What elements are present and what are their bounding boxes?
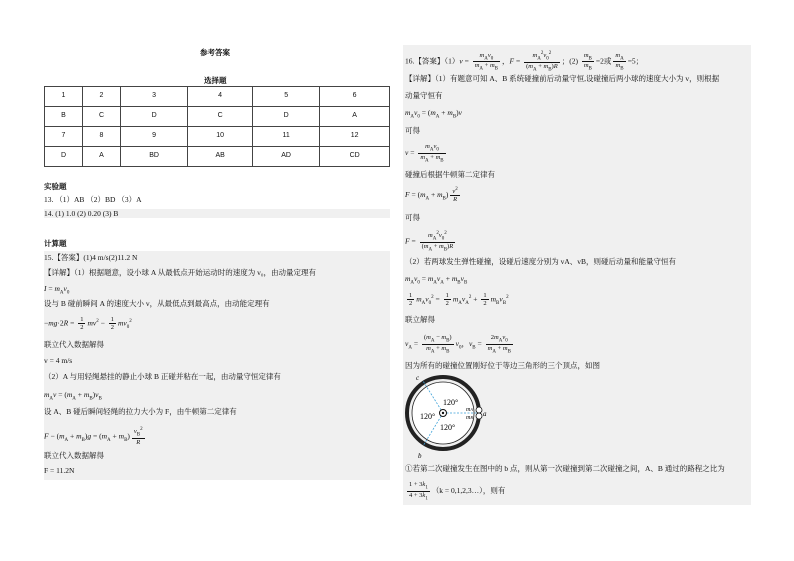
answer-table-row [45,87,390,107]
page-title: 参考答案 [200,48,230,57]
answer-table-cell: 4 [188,87,253,107]
choice-title: 选择题 [204,76,227,85]
q16-line1: 【详解】（1）有题意可知 A、B 系统碰撞前后动量守恒,设碰撞后两小球的速度大小为 v，则根据 [405,74,720,83]
answer-table-cell: C [82,107,120,127]
answer-table-cell: B [45,107,83,127]
answer-table-cell: C [188,107,253,127]
q15-eq2: −mg·2R = $\frac{1}{2}$ $mv^2$ − $\frac{1}{2}$ $mv_0^2$ [44,316,132,332]
q15-line4: （2）A 与用轻绳悬挂的静止小球 B 正碰并粘在一起，由动量守恒定律有 [44,372,281,381]
q16-line7: ①若第二次碰撞发生在图中的 b 点，则从第一次碰撞到第二次碰撞之间，A、B 通过的路程之比为 [405,464,725,473]
answer-table-cell: 8 [82,127,120,147]
fig-label-ma: mA [466,407,473,413]
q14: 14. (1) 1.0 (2) 0.20 (3) B [44,209,390,218]
q16-eq6: $\frac{1}{2}$ $m_Av_0^2$ = $\frac{1}{2}$ $m_Av_A^2$ + $\frac{1}{2}$ $m_Bv_B^2$ [409,292,509,308]
answer-table-cell: A [82,147,120,167]
answer-table-cell: 2 [82,87,120,107]
answer-table-cell: 11 [253,127,320,147]
q16-eq5: $m_Av_0 = m_Av_A + m_Bv_B$ [405,274,468,286]
answer-table-cell: BD [120,147,187,167]
q16-line6: 因为所有的碰撞位置刚好位于等边三角形的三个顶点，如图 [405,361,600,370]
q15-line3: 联立代入数据解得 [44,340,104,349]
answer-table-row [45,107,390,127]
q15-eq6: F = 11.2N [44,466,75,475]
q16-kede2: 可得 [405,213,420,222]
answer-table-cell: CD [320,147,390,167]
q15-eq1: $I = m_Av_0$ [44,284,70,296]
q16-eq2: v = $\frac{m_Av_0}{m_A + m_B}$ [405,143,444,164]
fig-label-mb: mB [466,415,473,421]
answer-table-row [45,127,390,147]
fig-label-b: b [418,452,422,459]
q15-line2: 设与 B 碰前瞬间 A 的速度大小 v，从最低点到最高点，由动能定理有 [44,299,270,308]
fig-label-a: a [483,410,487,418]
answer-table-cell: D [120,107,187,127]
answer-table-cell: D [45,147,83,167]
fig-label-c: c [416,374,420,382]
answer-table-cell: 7 [45,127,83,147]
answer-table-cell: 1 [45,87,83,107]
fig-angle-bottom: 120° [440,423,456,432]
q16-eq3: $F = (m_A + m_B)$ $\frac{v^2}{R}$ [405,187,458,204]
q16-line2: 动量守恒有 [405,91,443,100]
experiment-title: 实验题 [44,182,67,191]
answer-table-cell: 10 [188,127,253,147]
answer-table-row [45,147,390,167]
q15-eq5: $F - (m_A + m_B)g = (m_A + m_B)$ $\frac{v_B^2}{R}$ [44,427,143,446]
q16-eq7: $v_A$ = $\frac{(m_A - m_B)}{m_A + m_B}$ $v_0$，$v_B$ = $\frac{2m_Av_0}{m_A + m_B}$ [405,334,511,355]
answer-table-cell: 5 [253,87,320,107]
q15-line5: 设 A、B 碰后瞬间轻绳的拉力大小为 F，由牛顿第二定律有 [44,407,237,416]
q15-eq3: v = 4 m/s [44,356,73,365]
q16-line8: （k = 0,1,2,3…），则有 [431,486,506,496]
answer-table-cell: 12 [320,127,390,147]
q16-line4: （2）若两球发生弹性碰撞，设碰后速度分别为 vA、vB，则碰后动量和能量守恒有 [405,257,677,266]
q13: 13. （1）AB （2）BD （3）A [44,195,142,204]
q16-eq8: $\frac{1 + 3k_1}{4 + 3k_1}$ （k = 0,1,2,3…），则有 [409,481,506,502]
answer-table-cell: AB [188,147,253,167]
q16-eq4: F = $\frac{m_A^2v_0^2}{(m_A + m_B)R}$ [405,231,454,253]
answer-table [44,86,390,167]
fig-angle-left: 120° [420,412,436,421]
answer-table-cell: 9 [120,127,187,147]
q16-head: 16.【答案】（1） [405,56,460,66]
answer-table-cell: AD [253,147,320,167]
q16-kede: 可得 [405,126,420,135]
answer-table-cell: D [253,107,320,127]
fig-angle-top: 120° [443,398,459,407]
q15-answer: 15.【答案】(1)4 m/s(2)11.2 N [44,253,138,262]
answer-table-cell: 6 [320,87,390,107]
answer-table-cell: 3 [120,87,187,107]
q16-line3: 碰撞后根据牛顿第二定律有 [405,170,495,179]
q16-eq1: $m_Av_0 = (m_A + m_B)v$ [405,108,463,120]
calc-title: 计算题 [44,239,67,248]
answer-table-cell: A [320,107,390,127]
q15-line1: 【详解】（1）根据题意，设小球 A 从最低点开始运动时的速度为 v₀，由动量定理有 [44,268,316,277]
q16-line5: 联立解得 [405,315,435,324]
q16-answer: 16.【答案】（1）v = $\frac{m_Av_0}{m_A + m_B}$ ，F = $\frac{m_A^2v_0^2}{(m_A + m_B)R}$ ；(2) $\frac{m_B}{m_B}$ =2或 $\frac{m_A}{m_B}$ =5； [405,51,644,73]
collision-ring-figure [403,371,493,459]
q15-line6: 联立代入数据解得 [44,451,104,460]
q15-eq4: $m_Av = (m_A + m_B)v_B$ [44,390,102,402]
